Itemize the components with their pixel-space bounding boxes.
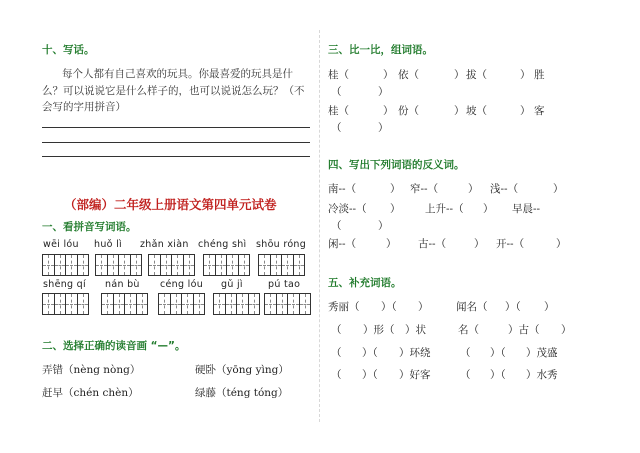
writing-grid-2-3[interactable] (158, 293, 204, 315)
s4-r2-d: ） (483, 203, 494, 215)
s5-r2-d[interactable]: 名（ (458, 324, 479, 336)
s5-r1-d[interactable]: 闻名（ (456, 301, 488, 313)
s5-r1-a[interactable]: 秀丽（ (328, 301, 360, 313)
s5-r1-f: ） (544, 301, 555, 313)
pinyin-1-1: wēi lóu (43, 239, 79, 250)
s3-r1-f: ） (520, 69, 531, 81)
writing-line-2[interactable] (42, 142, 310, 143)
s4-r3-d: ） (474, 238, 485, 250)
s3-r2-e[interactable]: 坡（ (466, 105, 487, 117)
s4-r3-c[interactable]: 古--（ (418, 238, 447, 250)
s5-r4-f: ）水秀 (526, 369, 558, 381)
s3-r2-c[interactable]: 份（ (398, 105, 419, 117)
pinyin-2-3: céng lóu (160, 279, 204, 290)
s4-r2-f[interactable]: （ (331, 220, 342, 232)
s4-r2-b: ） (390, 203, 401, 215)
pinyin-1-4: chéng shì (198, 239, 247, 250)
column-divider (319, 30, 320, 422)
writing-grid-1-3[interactable] (148, 254, 194, 276)
s5-r2-a[interactable]: （ (331, 324, 342, 336)
section3-heading: 三、比一比，组词语。 (328, 44, 433, 56)
s4-r3-a[interactable]: 闲--（ (328, 238, 357, 250)
section10-prompt-line3: 会写的字用拼音） (42, 101, 126, 113)
s3-r2-a[interactable]: 桂（ (328, 105, 349, 117)
s3-r1-b: ） (383, 69, 394, 81)
s5-r1-c: ） (418, 301, 429, 313)
writing-grid-1-2[interactable] (95, 254, 141, 276)
s3-r2-h[interactable]: （ (331, 122, 342, 134)
writing-grid-1-5[interactable] (258, 254, 304, 276)
s4-r1-f: ） (553, 183, 564, 195)
s4-r2-a[interactable]: 冷淡--（ (328, 203, 367, 215)
s3-r2-i: ） (378, 122, 389, 134)
writing-grid-1-4[interactable] (203, 254, 249, 276)
s4-r1-c[interactable]: 窄--（ (410, 183, 439, 195)
s4-r1-d: ） (468, 183, 479, 195)
pinyin-2-4: gǔ jì (221, 279, 243, 290)
section10-heading: 十、写话。 (42, 44, 95, 56)
s5-r3-f: ）茂盛 (526, 347, 558, 359)
writing-grid-2-4[interactable] (213, 293, 259, 315)
writing-grid-2-2[interactable] (101, 293, 147, 315)
section1-heading: 一、看拼音写词语。 (42, 221, 137, 233)
s4-r1-a[interactable]: 南--（ (328, 183, 357, 195)
s3-r1-g: 胜 (534, 69, 545, 81)
writing-grid-1-1[interactable] (42, 254, 88, 276)
s5-r3-b[interactable]: ）（ (362, 347, 378, 359)
s5-r2-f: ） (561, 324, 572, 336)
s3-r1-i: ） (378, 86, 389, 98)
s3-r2-b: ） (383, 105, 394, 117)
pinyin-1-3: zhǎn xiàn (140, 239, 189, 250)
s4-r3-e[interactable]: 开--（ (496, 238, 525, 250)
s4-r3-b: ） (386, 238, 397, 250)
s5-r3-a[interactable]: （ (331, 347, 342, 359)
s3-r1-h[interactable]: （ (331, 86, 342, 98)
s5-r2-e[interactable]: ）古（ (508, 324, 540, 336)
reading-choice-3[interactable]: 赶早（chén chèn） (42, 387, 139, 399)
reading-choice-4[interactable]: 绿藤（téng tóng） (195, 387, 289, 399)
pinyin-2-1: shēng qí (43, 279, 86, 290)
s5-r4-b[interactable]: ）（ (362, 369, 378, 381)
section4-heading: 四、写出下列词语的反义词。 (328, 159, 465, 171)
s4-r1-e[interactable]: 浅--（ (490, 183, 519, 195)
writing-line-3[interactable] (42, 156, 310, 157)
reading-choice-1[interactable]: 弄错（nèng nòng） (42, 364, 141, 376)
s5-r2-c: ）状 (405, 324, 426, 336)
s3-r1-a[interactable]: 桂（ (328, 69, 349, 81)
s5-r3-d[interactable]: （ (460, 347, 471, 359)
s5-r2-b[interactable]: ）形（ (363, 324, 395, 336)
s3-r1-c[interactable]: 依（ (398, 69, 419, 81)
reading-choice-2[interactable]: 硬卧（yōng yìng） (195, 364, 289, 376)
s3-r1-e[interactable]: 拔（ (466, 69, 487, 81)
s3-r1-d: ） (454, 69, 465, 81)
writing-grid-2-5[interactable] (264, 293, 310, 315)
writing-grid-2-1[interactable] (42, 293, 88, 315)
section5-heading: 五、补充词语。 (328, 277, 402, 289)
pinyin-2-5: pú tao (268, 279, 301, 290)
s4-r2-c[interactable]: 上升--（ (425, 203, 464, 215)
s5-r4-d[interactable]: （ (460, 369, 471, 381)
s5-r1-e[interactable]: ）（ (505, 301, 521, 313)
s5-r3-e[interactable]: ）（ (490, 347, 506, 359)
s4-r2-g: ） (378, 220, 389, 232)
s5-r4-c: ）好客 (399, 369, 431, 381)
s4-r1-b: ） (390, 183, 401, 195)
s4-r3-f: ） (556, 238, 567, 250)
s3-r2-g: 客 (534, 105, 545, 117)
s3-r2-d: ） (454, 105, 465, 117)
pinyin-2-2: nán bù (105, 279, 140, 290)
section10-prompt-line2: 么？可以说说它是什么样子的，也可以说说怎么玩？（不 (42, 85, 305, 97)
section10-prompt-line1: 每个人都有自己喜欢的玩具。你最喜爱的玩具是什 (62, 68, 293, 80)
s5-r1-b[interactable]: ）（ (381, 301, 397, 313)
pinyin-1-2: huǒ lì (94, 239, 122, 250)
s5-r3-c: ）环绕 (399, 347, 431, 359)
s5-r4-a[interactable]: （ (331, 369, 342, 381)
s5-r4-e[interactable]: ）（ (490, 369, 506, 381)
writing-line-1[interactable] (42, 127, 310, 128)
pinyin-1-5: shōu róng (256, 239, 307, 250)
s3-r2-f: ） (520, 105, 531, 117)
section2-heading: 二、选择正确的读音画 “—”。 (42, 340, 186, 352)
s4-r2-e: 早晨-- (512, 203, 541, 215)
exam-title: （部编）二年级上册语文第四单元试卷 (64, 197, 277, 212)
